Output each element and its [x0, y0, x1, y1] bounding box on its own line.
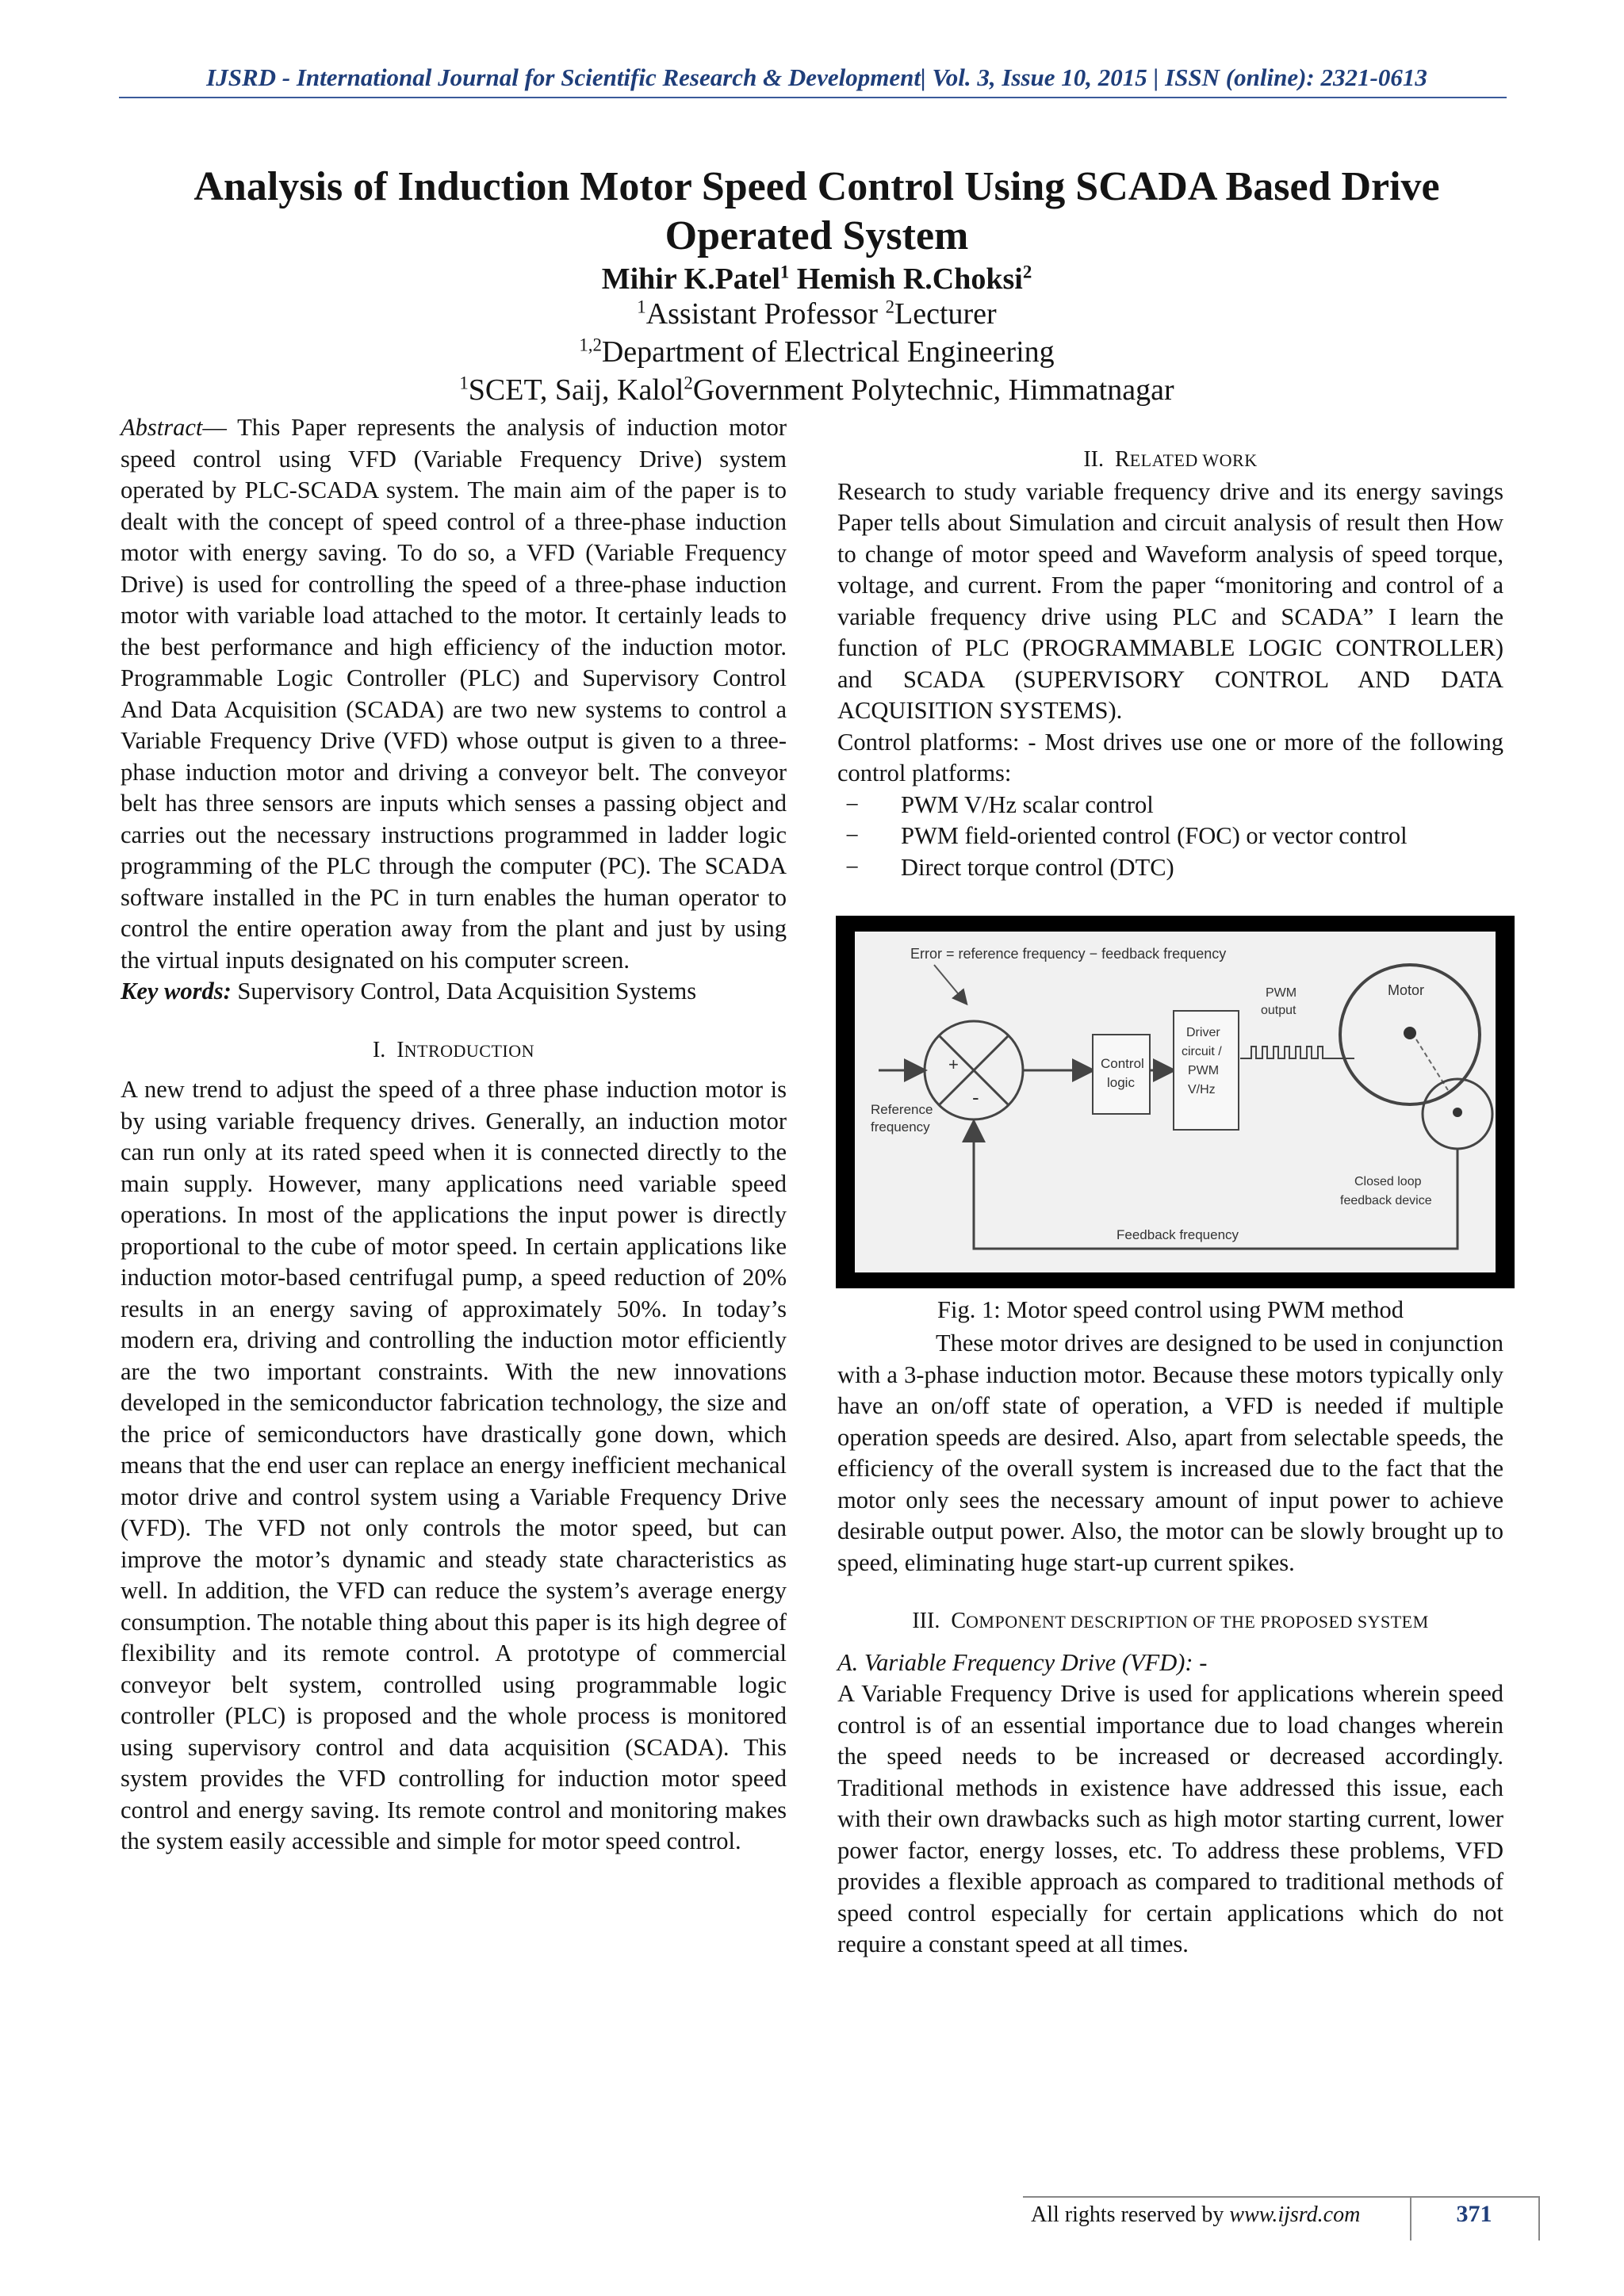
author-department: [119, 335, 1515, 369]
section-1-rest: NTRODUCTION: [404, 1040, 535, 1061]
pwm-diagram: [855, 932, 1496, 1272]
section-2-text: Research to study variable frequency drive and its energy savings Paper tells about Simulation and circuit analysis of result then How to change of motor speed and Waveform analysis of speed torque, voltage, and current. From the paper “monitoring and control of a variable frequency drive using PLC and SCADA” I learn the function of PLC (PROGRAMMABLE LOGIC CONTROLLER) and SCADA (SUPERVISORY CONTROL AND DATA ACQUISITION SYSTEMS).: [837, 477, 1503, 724]
section-3-rest: OMPONENT DESCRIPTION OF THE PROPOSED SYSTEM: [966, 1612, 1429, 1632]
bullet-dash: −: [845, 853, 860, 881]
abstract-text: This Paper represents the analysis of induction motor speed control using VFD (Variable Frequency Drive) system operated by PLC-SCADA system. The main aim of the paper is to dealt with the concept of speed control of a three-phase induction motor with energy saving. To do so, a VFD (Variable Frequency Drive) is used for controlling the speed of a three-phase induction motor with variable load attached to the motor. It certainly leads to the best performance and high efficiency of the induction motor. Programmable Logic Controller (PLC) and Supervisory Control And Data Acquisition (SCADA) are two new systems to control a Variable Frequency Drive (VFD) whose output is given to a three-phase induction motor and driving a conveyor belt. The conveyor belt has three sensors are inputs which senses a passing object and carries out the necessary instructions programmed in ladder logic programming of the PLC through the computer (PC). The SCADA software installed in the PC in turn enables the human operator to control the entire operation away from the plant and just by using the virtual inputs designated on his computer screen.: [121, 414, 787, 974]
role-2: Lecturer: [894, 297, 997, 331]
feedback-device-label: feedback device: [1340, 1194, 1432, 1207]
figure-1-canvas: [855, 932, 1496, 1272]
bullet-text: PWM field-oriented control (FOC) or vector control: [901, 822, 1408, 849]
institution-2: Government Polytechnic, Himmatnagar: [692, 373, 1174, 407]
bullet-item: [837, 852, 1503, 884]
section-3-num: III.: [912, 1609, 940, 1633]
keywords-text: Supervisory Control, Data Acquisition Systems: [237, 978, 697, 1004]
driver-label-4: V/Hz: [1188, 1083, 1216, 1096]
section-1-text: A new trend to adjust the speed of a three phase induction motor is by using variable frequency drives. Generally, an induction motor can run only at its rated speed when it is connected directly to the main supply. However, many applications need variable speed operations. In most of the applications the input power is directly proportional to the cube of motor speed. In certain applications like induction motor-based centrifugal pump, a speed reduction of 20% results in an energy saving of approximately 50%. In today’s modern era, driving and controlling the induction motor efficiently are the two important constraints. With the new innovations developed in the semiconductor fabrication technology, the size and the price of semiconductors have drastically gone down, which means that the end user can replace an energy inefficient mechanical motor drive and control system using a Variable Frequency Drive (VFD). The VFD not only controls the motor speed, but can improve the motor’s dynamic and steady state characteristics as well. In addition, the VFD can reduce the system’s average energy consumption. The notable thing about this paper is its high degree of flexibility and its remote control. A prototype of commercial conveyor belt system, controlled using programmable logic controller (PLC) is proposed and the whole process is monitored using supervisory control and data acquisition (SCADA). This system provides the VFD controlling for induction motor speed control and energy saving. Its remote control and monitoring makes the system easily accessible and simple for motor speed control.: [121, 1076, 787, 1854]
abstract: [121, 412, 787, 976]
abstract-dash: —: [202, 414, 238, 441]
abstract-label: Abstract: [121, 414, 203, 441]
motor-label: Motor: [1388, 982, 1425, 998]
section-1-heading: [121, 1035, 787, 1067]
figure-1: [836, 916, 1515, 1288]
driver-label-2: circuit /: [1182, 1045, 1222, 1058]
author-1: Mihir K.Patel: [601, 262, 780, 296]
reference-label: Reference: [871, 1102, 933, 1117]
role-2-sup: 2: [885, 297, 894, 317]
driver-label-3: PWM: [1188, 1064, 1220, 1077]
section-3-heading: [837, 1605, 1503, 1638]
section-3-initial: C: [951, 1609, 967, 1633]
driver-label-1: Driver: [1186, 1026, 1220, 1039]
footer-site-link[interactable]: www.ijsrd.com: [1229, 2202, 1361, 2227]
feedback-device-center: [1453, 1108, 1462, 1117]
bullet-text: PWM V/Hz scalar control: [901, 790, 1154, 818]
logic-label: logic: [1107, 1075, 1135, 1090]
minus-sign: -: [972, 1085, 979, 1109]
feedback-frequency-label: Feedback frequency: [1116, 1227, 1239, 1242]
closed-loop-label: Closed loop: [1354, 1175, 1422, 1188]
bullet-dash: −: [845, 822, 860, 849]
platforms-intro: Control platforms: - Most drives use one or more of the following control platforms:: [837, 728, 1503, 786]
bullet-item: [837, 821, 1503, 852]
section-1-num: I.: [372, 1037, 386, 1062]
footer-rights: [1031, 2202, 1360, 2228]
section-3-text: A Variable Frequency Drive is used for applications wherein speed control is of an essential importance due to load changes wherein the speed needs to be increased or decreased accordingly. Traditional methods in existence have addressed this issue, each with their own drawbacks such as high motor starting current, lower power factor, energy losses, etc. To address these problems, VFD provides a flexible approach as compared to traditional methods of speed control especially for certain applications which do not require a constant speed at all times.: [837, 1680, 1503, 1957]
dept-sup: 1,2: [579, 335, 602, 355]
control-logic-block: [1093, 1035, 1150, 1114]
bullet-text: Direct torque control (DTC): [901, 853, 1174, 881]
plus-sign: +: [948, 1054, 959, 1074]
control-label: Control: [1101, 1056, 1144, 1071]
title-line-1: Analysis of Induction Motor Speed Control Using SCADA Based Drive: [193, 164, 1440, 209]
left-column: [121, 412, 787, 1858]
rights-text: All rights reserved by: [1031, 2202, 1230, 2227]
role-1: Assistant Professor: [645, 297, 879, 331]
keywords-label: Key words:: [121, 978, 232, 1004]
journal-header: IJSRD - International Journal for Scientific Research & Development| Vol. 3, Issue 10, 2015 | ISSN (online): 2321-0613: [206, 63, 1427, 91]
pwm-waveform: [1240, 1047, 1354, 1058]
error-arrow: [934, 965, 966, 1003]
paper-title: [119, 163, 1515, 261]
author-1-sup: 1: [779, 262, 790, 282]
section-1-initial: I: [396, 1037, 404, 1062]
bullet-dash: −: [845, 790, 860, 818]
inst-2-sup: 2: [684, 373, 693, 393]
after-figure-text: These motor drives are designed to be used in conjunction with a 3-phase induction motor. Because these motors typically only have an on/off state of operation, a VFD is needed if multiple operation speeds are desired. Also, apart from selectable speeds, the efficiency of the overall system is increased due to the fact that the motor only sees the necessary amount of input power to achieve desirable output power. Also, the motor can be slowly brought up to speed, eliminating huge start-up current spikes.: [837, 1330, 1503, 1576]
error-label: Error = reference frequency − feedback frequency: [910, 946, 1227, 962]
title-line-2: Operated System: [665, 213, 969, 258]
page-number: 371: [1456, 2201, 1492, 2227]
pwm-output-label: output: [1261, 1004, 1297, 1017]
right-column-bottom: [837, 1328, 1503, 1961]
author-roles: [119, 297, 1515, 331]
author-2: Hemish R.Choksi: [796, 262, 1023, 296]
inst-1-sup: 1: [459, 373, 469, 393]
subsection-a-heading: A. Variable Frequency Drive (VFD): -: [837, 1648, 1208, 1676]
right-column-top: [837, 444, 1503, 883]
author-line: [119, 262, 1515, 297]
keywords: [121, 976, 787, 1008]
section-2-num: II.: [1083, 447, 1105, 472]
frequency-label: frequency: [871, 1119, 930, 1135]
section-2-heading: [837, 444, 1503, 476]
figure-1-caption: Fig. 1: Motor speed control using PWM method: [937, 1296, 1404, 1323]
header-divider: [119, 97, 1507, 98]
section-2-rest: ELATED WORK: [1129, 450, 1258, 470]
bullet-item: [837, 790, 1503, 821]
author-2-sup: 2: [1022, 262, 1032, 282]
author-institutions: [119, 373, 1515, 408]
motor-shaft: [1404, 1027, 1416, 1039]
section-2-initial: R: [1115, 447, 1130, 472]
pwm-label: PWM: [1266, 986, 1297, 1000]
role-1-sup: 1: [637, 297, 646, 317]
department: Department of Electrical Engineering: [601, 335, 1055, 369]
institution-1: SCET, Saij, Kalol: [468, 373, 684, 407]
